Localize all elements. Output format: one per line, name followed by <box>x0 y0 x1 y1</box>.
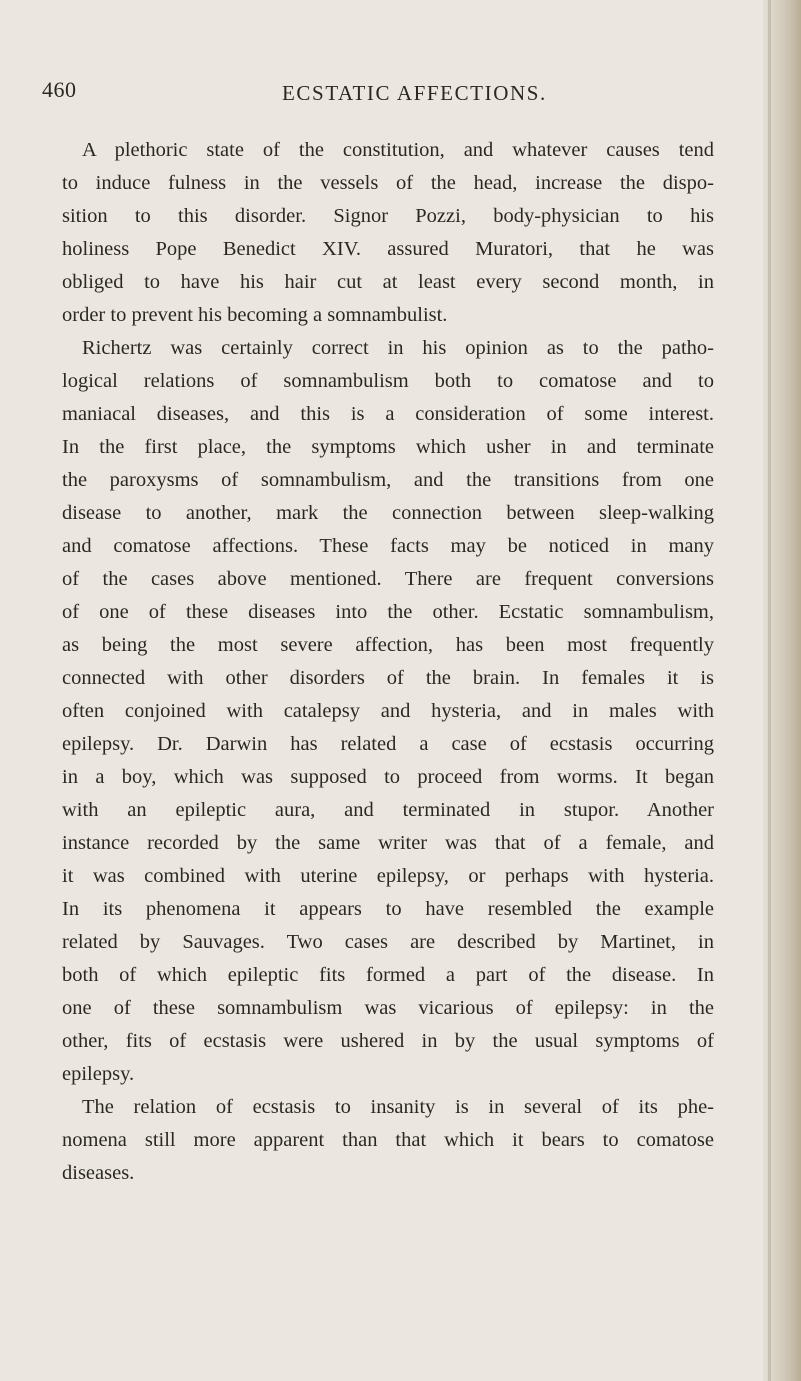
text-line: The relation of ecstasis to insanity is in several of its phe- <box>82 1096 714 1118</box>
text-line: of one of these diseases into the other. Ecstatic somnambulism, <box>62 601 714 623</box>
text-line: sition to this disorder. Signor Pozzi, body-physician to his <box>62 205 714 227</box>
text-line: nomena still more apparent than that which it bears to comatose <box>62 1129 714 1151</box>
text-line: obliged to have his hair cut at least every second month, in <box>62 271 714 293</box>
text-line: connected with other disorders of the brain. In females it is <box>62 667 714 689</box>
text-line: diseases. <box>62 1162 135 1184</box>
text-line: related by Sauvages. Two cases are described by Martinet, in <box>62 931 714 953</box>
text-line: in a boy, which was supposed to proceed from worms. It began <box>62 766 714 788</box>
text-line: one of these somnambulism was vicarious of epilepsy: in the <box>62 997 714 1019</box>
text-line: often conjoined with catalepsy and hysteria, and in males with <box>62 700 714 722</box>
page-edge-shadow <box>768 0 771 1381</box>
text-line: In the first place, the symptoms which usher in and terminate <box>62 436 714 458</box>
text-line: In its phenomena it appears to have resembled the example <box>62 898 714 920</box>
text-line: to induce fulness in the vessels of the head, increase the dispo- <box>62 172 714 194</box>
page-number: 460 <box>42 77 77 102</box>
text-line: both of which epileptic fits formed a part of the disease. In <box>62 964 714 986</box>
text-line: disease to another, mark the connection between sleep-walking <box>62 502 714 524</box>
text-line: instance recorded by the same writer was that of a female, and <box>62 832 714 854</box>
text-line: epilepsy. Dr. Darwin has related a case of ecstasis occurring <box>62 733 714 755</box>
running-head: ECSTATIC AFFECTIONS. <box>282 81 547 105</box>
text-line: A plethoric state of the constitution, and whatever causes tend <box>82 139 714 161</box>
text-line: Richertz was certainly correct in his opinion as to the patho- <box>82 337 714 359</box>
text-line: maniacal diseases, and this is a consideration of some interest. <box>62 403 714 425</box>
text-line: logical relations of somnambulism both to comatose and to <box>62 370 714 392</box>
body-text <box>62 134 714 1190</box>
text-line: of the cases above mentioned. There are frequent conversions <box>62 568 714 590</box>
text-line: other, fits of ecstasis were ushered in by the usual symptoms of <box>62 1030 714 1052</box>
text-line: epilepsy. <box>62 1063 135 1085</box>
text-line: and comatose affections. These facts may be noticed in many <box>62 535 714 557</box>
text-line: with an epileptic aura, and terminated in stupor. Another <box>62 799 714 821</box>
text-line: order to prevent his becoming a somnambulist. <box>62 304 448 326</box>
text-line: holiness Pope Benedict XIV. assured Muratori, that he was <box>62 238 714 260</box>
text-line: as being the most severe affection, has been most frequently <box>62 634 714 656</box>
text-line: the paroxysms of somnambulism, and the transitions from one <box>62 469 714 491</box>
text-line: it was combined with uterine epilepsy, or perhaps with hysteria. <box>62 865 714 887</box>
